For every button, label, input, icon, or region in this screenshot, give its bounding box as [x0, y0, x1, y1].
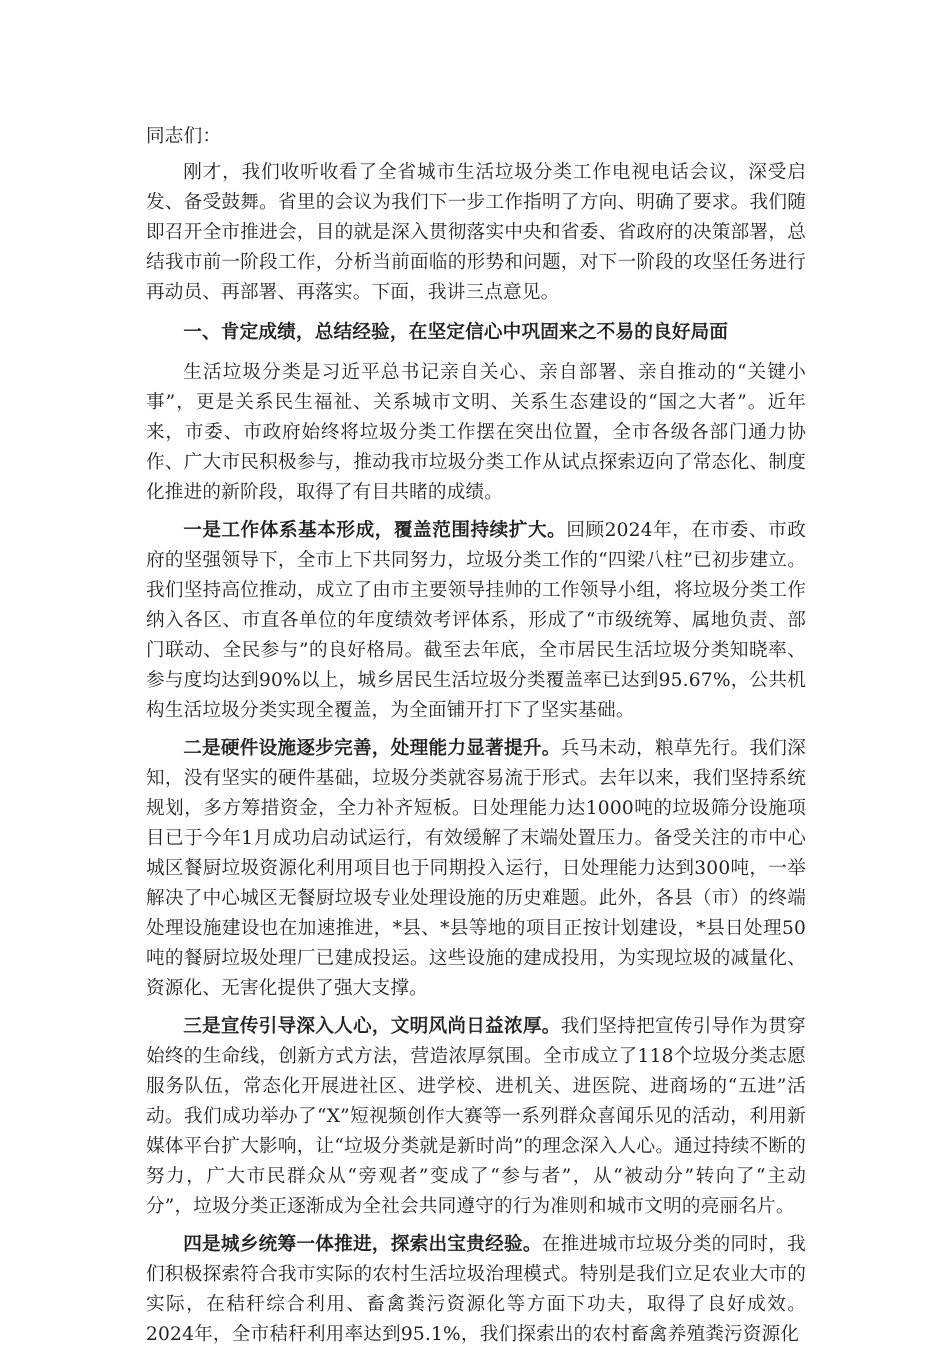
- point-paragraph-4: [146, 1230, 806, 1350]
- point-body: 回顾2024年，在市委、市政府的坚强领导下，全市上下共同努力，垃圾分类工作的“四梁八柱”已初步建立。我们坚持高位推动，成立了由市主要领导挂帅的工作领导小组，将垃圾分类工作纳入各区、市直各单位的年度绩效考评体系，形成了“市级统筹、属地负责、部门联动、全民参与”的良好格局。截至去年底，全市居民生活垃圾分类知晓率、参与度均达到90%以上，城乡居民生活垃圾分类覆盖率已达到95.67%，公共机构生活垃圾分类实现全覆盖，为全面铺开打下了坚实基础。: [146, 520, 806, 721]
- section-intro-paragraph: 生活垃圾分类是习近平总书记亲自关心、亲自部署、亲自推动的“关键小事”，更是关系民生福祉、关系城市文明、关系生态建设的“国之大者”。近年来，市委、市政府始终将垃圾分类工作摆在突出位置，全市各级各部门通力协作、广大市民积极参与，推动我市垃圾分类工作从试点探索迈向了常态化、制度化推进的新阶段，取得了有目共睹的成绩。: [146, 362, 806, 503]
- point-lead: 三是宣传引导深入人心，文明风尚日益浓厚。: [183, 1016, 561, 1037]
- point-body: 兵马未动，粮草先行。我们深知，没有坚实的硬件基础，垃圾分类就容易流于形式。去年以来，我们坚持系统规划，多方筹措资金，全力补齐短板。日处理能力达1000吨的垃圾筛分设施项目已于今年1月成功启动试运行，有效缓解了末端处置压力。备受关注的市中心城区餐厨垃圾资源化利用项目也于同期投入运行，日处理能力达到300吨，一举解决了中心城区无餐厨垃圾专业处理设施的历史难题。此外，各县（市）的终端处理设施建设也在加速推进，*县、*县等地的项目正按计划建设，*县日处理50吨的餐厨垃圾处理厂已建成投运。这些设施的建成投用，为实现垃圾的减量化、资源化、无害化提供了强大支撑。: [146, 738, 806, 999]
- point-paragraph-3: [146, 1012, 806, 1222]
- point-body: 我们坚持把宣传引导作为贯穿始终的生命线，创新方式方法，营造浓厚氛围。全市成立了118个垃圾分类志愿服务队伍，常态化开展进社区、进学校、进机关、进医院、进商场的“五进”活动。我们成功举办了“X”短视频创作大赛等一系列群众喜闻乐见的活动，利用新媒体平台扩大影响，让“垃圾分类就是新时尚”的理念深入人心。通过持续不断的努力，广大市民群众从“旁观者”变成了“参与者”，从“被动分”转向了“主动分”，垃圾分类正逐渐成为全社会共同遵守的行为准则和城市文明的亮丽名片。: [146, 1016, 806, 1217]
- section-heading: 一、肯定成绩，总结经验，在坚定信心中巩固来之不易的良好局面: [183, 322, 729, 343]
- salutation: 同志们：: [146, 126, 222, 147]
- point-lead: 四是城乡统筹一体推进，探索出宝贵经验。: [183, 1234, 542, 1255]
- point-lead: 二是硬件设施逐步完善，处理能力显著提升。: [183, 738, 561, 759]
- point-body: 在推进城市垃圾分类的同时，我们积极探索符合我市实际的农村生活垃圾治理模式。特别是我们立足农业大市的实际，在秸秆综合利用、畜禽粪污资源化等方面下功夫，取得了良好成效。2024年，全市秸秆利用率达到95.1%，我们探索出的农村畜禽养殖粪污资源化: [146, 1234, 806, 1345]
- point-lead: 一是工作体系基本形成，覆盖范围持续扩大。: [183, 520, 567, 541]
- point-paragraph-1: [146, 516, 806, 726]
- document-page: [146, 122, 806, 1350]
- intro-paragraph: 刚才，我们收听收看了全省城市生活垃圾分类工作电视电话会议，深受启发、备受鼓舞。省里的会议为我们下一步工作指明了方向、明确了要求。我们随即召开全市推进会，目的就是深入贯彻落实中央和省委、省政府的决策部署，总结我市前一阶段工作，分析当前面临的形势和问题，对下一阶段的攻坚任务进行再动员、再部署、再落实。下面，我讲三点意见。: [146, 162, 806, 303]
- point-paragraph-2: [146, 734, 806, 1004]
